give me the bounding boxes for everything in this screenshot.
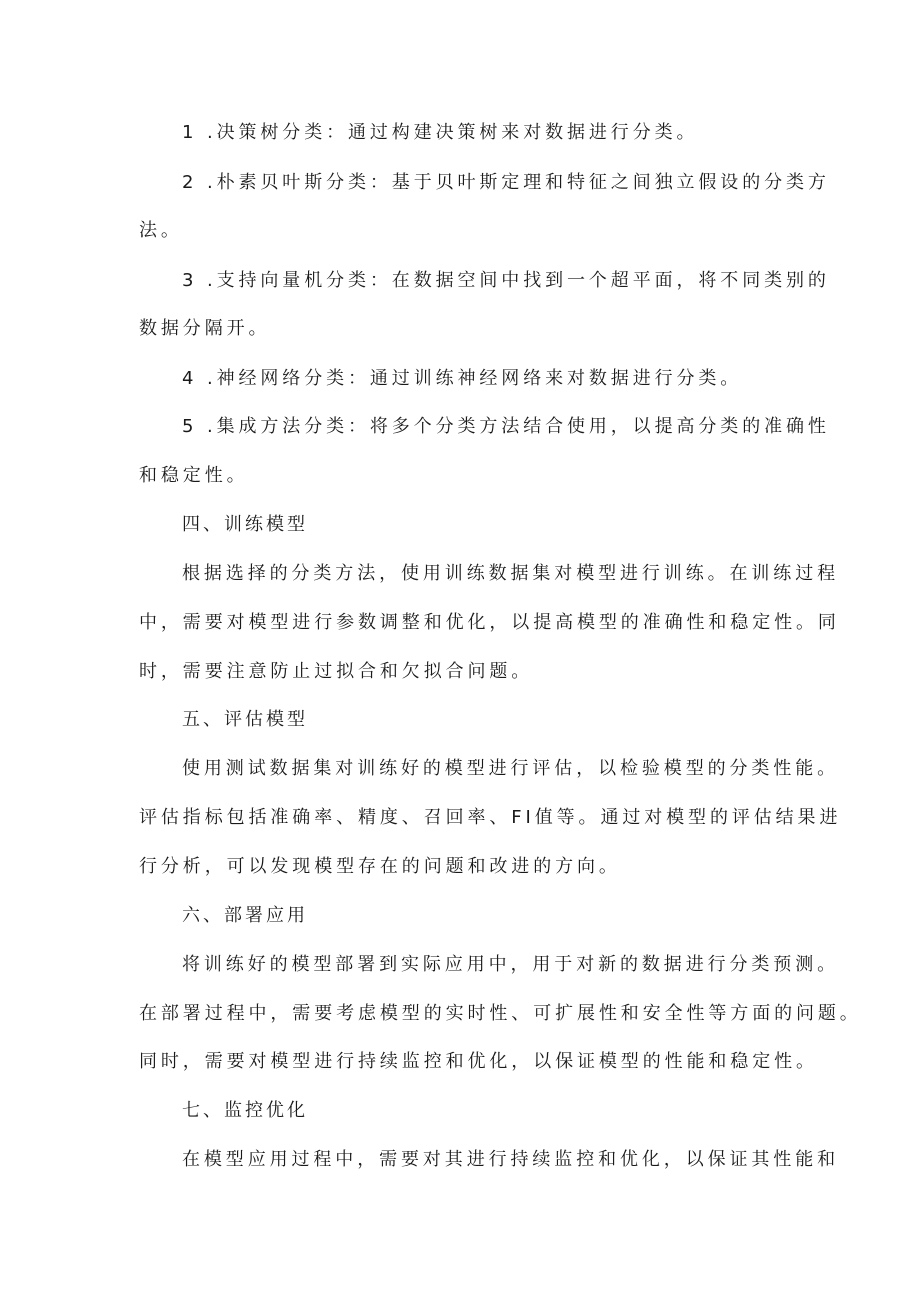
paragraph-line: 行分析，可以发现模型存在的问题和改进的方向。	[139, 856, 621, 877]
section-heading-train-model: 四、训练模型	[182, 514, 308, 535]
list-item-ensemble: 5 .集成方法分类：将多个分类方法结合使用，以提高分类的准确性	[182, 416, 830, 437]
section-heading-monitor: 七、监控优化	[182, 1100, 308, 1121]
list-item-naive-bayes-cont: 法。	[139, 220, 183, 241]
paragraph-line: 使用测试数据集对训练好的模型进行评估，以检验模型的分类性能。	[182, 758, 839, 779]
paragraph-line: 在模型应用过程中，需要对其进行持续监控和优化，以保证其性能和	[182, 1149, 839, 1170]
paragraph-line: 在部署过程中，需要考虑模型的实时性、可扩展性和安全性等方面的问题。	[139, 1003, 862, 1024]
list-item-decision-tree: 1 .决策树分类：通过构建决策树来对数据进行分类。	[182, 122, 699, 143]
paragraph-line: 根据选择的分类方法，使用训练数据集对模型进行训练。在训练过程	[182, 563, 839, 584]
section-heading-deploy: 六、部署应用	[182, 905, 308, 926]
paragraph-line: 评估指标包括准确率、精度、召回率、FI值等。通过对模型的评估结果进	[139, 807, 842, 828]
list-item-ensemble-cont: 和稳定性。	[139, 465, 249, 486]
paragraph-line: 将训练好的模型部署到实际应用中，用于对新的数据进行分类预测。	[182, 954, 839, 975]
list-item-svm-cont: 数据分隔开。	[139, 318, 271, 339]
list-item-naive-bayes: 2 .朴素贝叶斯分类：基于贝叶斯定理和特征之间独立假设的分类方	[182, 172, 830, 193]
list-item-neural-network: 4 .神经网络分类：通过训练神经网络来对数据进行分类。	[182, 368, 743, 389]
paragraph-line: 时，需要注意防止过拟合和欠拟合问题。	[139, 661, 534, 682]
paragraph-line: 同时，需要对模型进行持续监控和优化，以保证模型的性能和稳定性。	[139, 1051, 818, 1072]
list-item-svm: 3 .支持向量机分类：在数据空间中找到一个超平面，将不同类别的	[182, 270, 830, 291]
section-heading-evaluate-model: 五、评估模型	[182, 709, 308, 730]
paragraph-line: 中，需要对模型进行参数调整和优化，以提高模型的准确性和稳定性。同	[139, 612, 840, 633]
